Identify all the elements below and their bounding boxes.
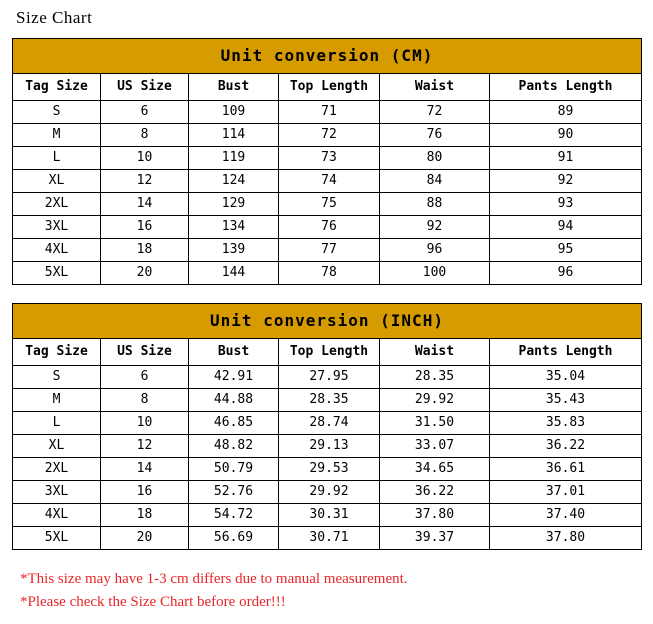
- cell-us-size: 16: [101, 481, 189, 504]
- cell-us-size: 20: [101, 527, 189, 550]
- cell-top-length: 28.74: [279, 412, 380, 435]
- cell-us-size: 10: [101, 412, 189, 435]
- cell-waist: 31.50: [380, 412, 490, 435]
- table-caption-cm: Unit conversion (CM): [12, 38, 642, 73]
- cell-pants-length: 93: [490, 193, 642, 216]
- cell-waist: 80: [380, 147, 490, 170]
- cell-bust: 139: [189, 239, 279, 262]
- cell-tag-size: 4XL: [13, 504, 101, 527]
- cell-top-length: 29.92: [279, 481, 380, 504]
- cell-top-length: 75: [279, 193, 380, 216]
- cell-us-size: 8: [101, 389, 189, 412]
- size-chart-page: [0, 8, 653, 624]
- table-row: [13, 262, 642, 285]
- cell-top-length: 29.13: [279, 435, 380, 458]
- cell-top-length: 30.71: [279, 527, 380, 550]
- cell-top-length: 77: [279, 239, 380, 262]
- table-row: [13, 101, 642, 124]
- cell-pants-length: 90: [490, 124, 642, 147]
- size-table-cm: [12, 38, 642, 285]
- table-row: [13, 216, 642, 239]
- cell-us-size: 18: [101, 239, 189, 262]
- cell-pants-length: 37.01: [490, 481, 642, 504]
- table-row: [13, 147, 642, 170]
- cell-bust: 44.88: [189, 389, 279, 412]
- cell-bust: 52.76: [189, 481, 279, 504]
- cell-top-length: 30.31: [279, 504, 380, 527]
- cell-top-length: 73: [279, 147, 380, 170]
- cell-top-length: 72: [279, 124, 380, 147]
- cell-us-size: 14: [101, 193, 189, 216]
- cell-waist: 96: [380, 239, 490, 262]
- cell-tag-size: S: [13, 101, 101, 124]
- cell-tag-size: M: [13, 124, 101, 147]
- cell-pants-length: 91: [490, 147, 642, 170]
- cell-pants-length: 37.80: [490, 527, 642, 550]
- cell-pants-length: 36.61: [490, 458, 642, 481]
- cell-tag-size: XL: [13, 435, 101, 458]
- cell-bust: 134: [189, 216, 279, 239]
- column-header-us-size: US Size: [101, 339, 189, 366]
- cell-pants-length: 35.83: [490, 412, 642, 435]
- notes-section: [20, 568, 641, 615]
- cell-bust: 50.79: [189, 458, 279, 481]
- table-header-row: [13, 74, 642, 101]
- column-header-tag-size: Tag Size: [13, 74, 101, 101]
- size-table-inch: [12, 303, 642, 550]
- cell-bust: 46.85: [189, 412, 279, 435]
- cell-pants-length: 35.04: [490, 366, 642, 389]
- cell-pants-length: 89: [490, 101, 642, 124]
- table-row: [13, 435, 642, 458]
- table-row: [13, 239, 642, 262]
- cell-tag-size: 2XL: [13, 193, 101, 216]
- cell-us-size: 12: [101, 435, 189, 458]
- cell-tag-size: 2XL: [13, 458, 101, 481]
- note-measurement-tolerance: *This size may have 1-3 cm differs due to manual measurement.: [20, 571, 408, 587]
- cell-tag-size: M: [13, 389, 101, 412]
- cell-us-size: 16: [101, 216, 189, 239]
- column-header-pants-length: Pants Length: [490, 339, 642, 366]
- cell-pants-length: 92: [490, 170, 642, 193]
- table-row: [13, 170, 642, 193]
- table-header-row: [13, 339, 642, 366]
- cell-bust: 42.91: [189, 366, 279, 389]
- cell-tag-size: 4XL: [13, 239, 101, 262]
- table-row: [13, 504, 642, 527]
- column-header-waist: Waist: [380, 74, 490, 101]
- cell-us-size: 14: [101, 458, 189, 481]
- cell-us-size: 12: [101, 170, 189, 193]
- cell-bust: 124: [189, 170, 279, 193]
- cell-pants-length: 96: [490, 262, 642, 285]
- cell-waist: 76: [380, 124, 490, 147]
- cell-waist: 72: [380, 101, 490, 124]
- cell-pants-length: 94: [490, 216, 642, 239]
- cell-waist: 36.22: [380, 481, 490, 504]
- cell-top-length: 71: [279, 101, 380, 124]
- cell-tag-size: L: [13, 412, 101, 435]
- cell-pants-length: 35.43: [490, 389, 642, 412]
- column-header-top-length: Top Length: [279, 74, 380, 101]
- cell-tag-size: XL: [13, 170, 101, 193]
- table-row: [13, 481, 642, 504]
- column-header-us-size: US Size: [101, 74, 189, 101]
- cell-tag-size: 3XL: [13, 216, 101, 239]
- cell-bust: 129: [189, 193, 279, 216]
- cell-tag-size: L: [13, 147, 101, 170]
- table-row: [13, 458, 642, 481]
- cell-bust: 109: [189, 101, 279, 124]
- cell-pants-length: 37.40: [490, 504, 642, 527]
- table-row: [13, 366, 642, 389]
- column-header-bust: Bust: [189, 339, 279, 366]
- cell-us-size: 20: [101, 262, 189, 285]
- table-row: [13, 389, 642, 412]
- cell-us-size: 8: [101, 124, 189, 147]
- table-row: [13, 193, 642, 216]
- cell-bust: 54.72: [189, 504, 279, 527]
- cell-us-size: 10: [101, 147, 189, 170]
- cell-waist: 28.35: [380, 366, 490, 389]
- note-check-size-chart: *Please check the Size Chart before order!!!: [20, 594, 286, 611]
- cell-waist: 100: [380, 262, 490, 285]
- cell-bust: 56.69: [189, 527, 279, 550]
- column-header-pants-length: Pants Length: [490, 74, 642, 101]
- column-header-top-length: Top Length: [279, 339, 380, 366]
- column-header-waist: Waist: [380, 339, 490, 366]
- cell-us-size: 18: [101, 504, 189, 527]
- cell-us-size: 6: [101, 366, 189, 389]
- cell-top-length: 28.35: [279, 389, 380, 412]
- cell-us-size: 6: [101, 101, 189, 124]
- column-header-tag-size: Tag Size: [13, 339, 101, 366]
- cell-tag-size: 5XL: [13, 527, 101, 550]
- table-row: [13, 527, 642, 550]
- cell-waist: 39.37: [380, 527, 490, 550]
- cell-pants-length: 95: [490, 239, 642, 262]
- cell-tag-size: 3XL: [13, 481, 101, 504]
- table-row: [13, 124, 642, 147]
- cell-top-length: 74: [279, 170, 380, 193]
- cell-top-length: 78: [279, 262, 380, 285]
- cell-waist: 84: [380, 170, 490, 193]
- cell-tag-size: S: [13, 366, 101, 389]
- cell-top-length: 76: [279, 216, 380, 239]
- cell-bust: 144: [189, 262, 279, 285]
- column-header-bust: Bust: [189, 74, 279, 101]
- cell-pants-length: 36.22: [490, 435, 642, 458]
- cell-waist: 88: [380, 193, 490, 216]
- cell-waist: 33.07: [380, 435, 490, 458]
- cell-waist: 37.80: [380, 504, 490, 527]
- table-caption-inch: Unit conversion (INCH): [12, 303, 642, 338]
- cell-waist: 29.92: [380, 389, 490, 412]
- cell-tag-size: 5XL: [13, 262, 101, 285]
- cell-top-length: 29.53: [279, 458, 380, 481]
- cell-bust: 48.82: [189, 435, 279, 458]
- cell-bust: 114: [189, 124, 279, 147]
- cell-bust: 119: [189, 147, 279, 170]
- page-title: Size Chart: [16, 8, 93, 27]
- cell-waist: 92: [380, 216, 490, 239]
- cell-waist: 34.65: [380, 458, 490, 481]
- cell-top-length: 27.95: [279, 366, 380, 389]
- table-row: [13, 412, 642, 435]
